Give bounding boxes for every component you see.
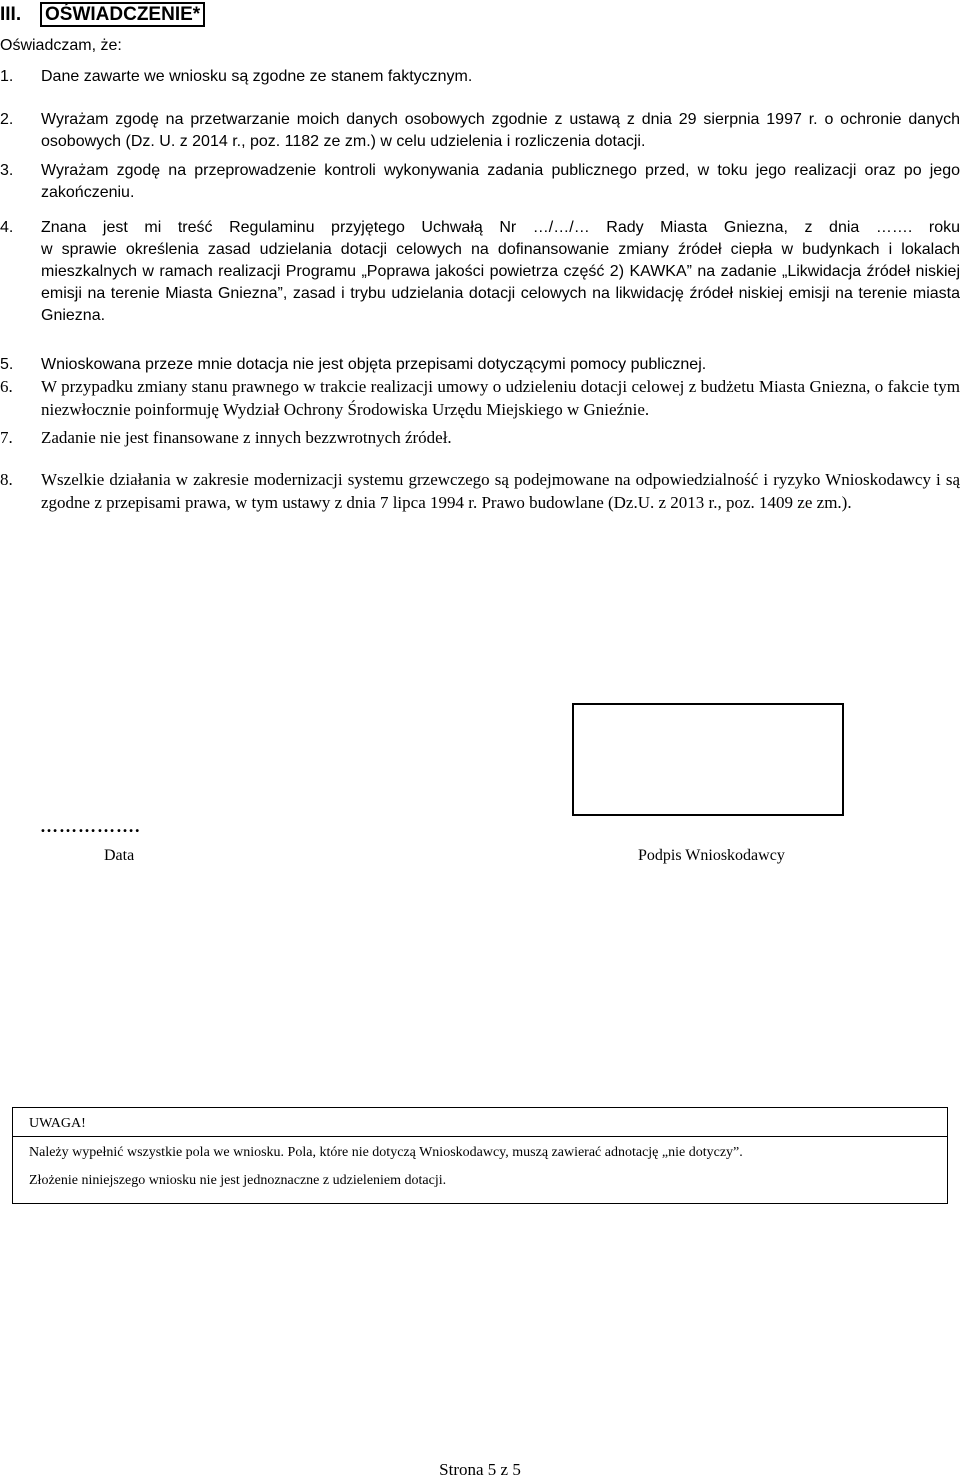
intro-text: Oświadczam, że: [0,37,122,54]
item-text: w sprawie określenia zasad udzielania dotacji celowych na dofinansowanie zmiany źródeł ciepła w budynkach i lokalach mieszkalnych w ramach realizacji Programu „Poprawa jakości powietrza część 2) KAWKA” na zadanie „Likwidacja źródeł niskiej emisji na terenie Miasta Gniezna”, zasad i trybu udzielania dotacji celowych na likwidację źródeł niskiej emisji na terenie miasta Gniezna. [41,241,960,324]
warning-box [12,1107,948,1204]
statement-item-5 [0,354,960,376]
section-title: OŚWIADCZENIE* [40,2,205,27]
page-number: Strona 5 z 5 [439,1460,521,1479]
item-number: 3. [0,162,14,179]
signature-box[interactable] [572,703,844,816]
item-number: 6. [0,377,13,396]
item-text: Wyrażam zgodę na przetwarzanie moich danych osobowych zgodnie z ustawą z dnia 29 sierpnia 1997 r. o ochronie danych osobowych (Dz. U. z 2014 r., poz. 1182 ze zm.) w celu udzielenia i rozliczenia dotacji. [41,111,960,150]
item-number: 1. [0,68,14,85]
section-number: III. [0,4,22,25]
item-text: Wszelkie działania w zakresie modernizacji systemu grzewczego są podejmowane na odpowiedzialność i ryzyko Wnioskodawcy i są zgodne z przepisami prawa, w tym ustawy z dnia 7 lipca 1994 r. Prawo budowlane (Dz.U. z 2013 r., poz. 1409 ze zm.). [41,470,960,512]
item-text: Wyrażam zgodę na przeprowadzenie kontroli wykonywania zadania publicznego przed, w toku jego realizacji oraz po jego zakończeniu. [41,162,960,201]
item-number: 4. [0,219,14,236]
item-text: W przypadku zmiany stanu prawnego w trakcie realizacji umowy o udzieleniu dotacji celowej z budżetu Miasta Gniezna, o fakcie tym niezwłocznie poinformuję Wydział Ochrony Środowiska Urzędu Miejskiego w Gnieźnie. [41,377,960,419]
date-label: Data [104,847,135,864]
item-number: 5. [0,356,14,373]
item-text: Zadanie nie jest finansowane z innych bezzwrotnych źródeł. [41,428,452,447]
item-text-first-line: Znana jest mi treść Regulaminu przyjętego Uchwałą Nr …/…/… Rady Miasta Gniezna, z dnia ……. roku [41,219,960,236]
statement-item-3 [0,160,960,204]
item-text: Wnioskowana przeze mnie dotacja nie jest objęta przepisami dotyczącymi pomocy publicznej. [41,356,707,373]
statement-item-7 [0,427,960,449]
warning-line-1: Należy wypełnić wszystkie pola we wniosku. Pola, które nie dotyczą Wnioskodawcy, muszą zawierać adnotację „nie dotyczy”. [29,1145,743,1160]
statement-item-6 [0,375,960,421]
item-number: 7. [0,428,13,447]
signature-label: Podpis Wnioskodawcy [638,847,785,864]
item-text: Dane zawarte we wniosku są zgodne ze stanem faktycznym. [41,68,473,85]
statement-item-1 [0,66,960,88]
date-dotted-line: ……………. [40,816,141,836]
item-number: 2. [0,111,14,128]
warning-divider [13,1136,947,1137]
statement-item-8 [0,468,960,514]
statement-item-2 [0,109,960,153]
warning-line-2: Złożenie niniejszego wniosku nie jest jednoznaczne z udzieleniem dotacji. [29,1173,447,1188]
warning-title: UWAGA! [29,1116,86,1131]
statement-item-4 [0,217,960,327]
item-number: 8. [0,470,13,489]
section-header [0,4,205,26]
